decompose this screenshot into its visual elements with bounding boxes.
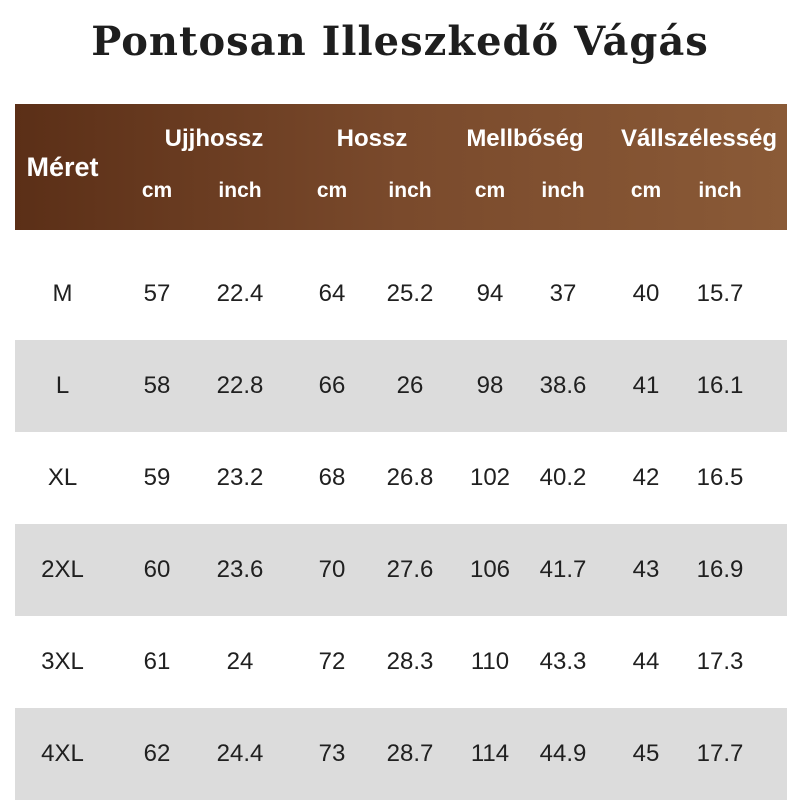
table-row [15, 248, 787, 340]
size-chart-table [15, 104, 787, 767]
table-cell: 26.8 [386, 464, 434, 491]
table-cell: 72 [318, 648, 346, 675]
table-cell: 102 [469, 464, 511, 491]
length-header: Hossz [336, 125, 408, 152]
table-cell: 106 [469, 556, 511, 583]
table-row [15, 616, 787, 708]
table-cell: 15.7 [696, 280, 744, 307]
table-row [15, 340, 787, 432]
table-cell: 25.2 [386, 280, 434, 307]
table-row [15, 524, 787, 616]
table-cell: 40.2 [539, 464, 587, 491]
table-cell: 43 [632, 556, 660, 583]
table-cell: 28.7 [386, 740, 434, 767]
table-cell: 17.7 [696, 740, 744, 767]
unit-header: inch [698, 179, 742, 202]
size-cell: XL [47, 464, 78, 491]
table-cell: 110 [470, 648, 510, 675]
table-cell: 59 [143, 464, 171, 491]
table-cell: 58 [143, 372, 171, 399]
page-title: Pontosan Illeszkedő Vágás [91, 18, 709, 65]
table-cell: 70 [318, 556, 346, 583]
table-cell: 98 [476, 372, 504, 399]
table-cell: 43.3 [539, 648, 587, 675]
unit-header: cm [630, 179, 662, 202]
table-cell: 60 [143, 556, 171, 583]
table-cell: 73 [318, 740, 346, 767]
size-cell: M [52, 280, 73, 307]
table-cell: 23.2 [216, 464, 264, 491]
shoulder-width-header: Vállszélesség [620, 125, 778, 152]
table-cell: 44.9 [539, 740, 587, 767]
table-cell: 66 [318, 372, 346, 399]
table-cell: 37 [549, 280, 577, 307]
size-column-header: Méret [26, 151, 99, 182]
table-cell: 44 [632, 648, 660, 675]
table-cell: 16.9 [696, 556, 744, 583]
table-cell: 40 [632, 280, 660, 307]
table-cell: 68 [318, 464, 346, 491]
table-cell: 64 [318, 280, 346, 307]
table-cell: 24.4 [216, 740, 264, 767]
table-row [15, 432, 787, 524]
table-row [15, 708, 787, 800]
table-cell: 22.4 [216, 280, 264, 307]
table-cell: 28.3 [386, 648, 434, 675]
unit-header: cm [141, 179, 173, 202]
sleeve-length-header: Ujjhossz [164, 125, 264, 152]
chest-width-header: Mellbőség [466, 125, 584, 152]
unit-header: inch [541, 179, 585, 202]
size-cell: 3XL [41, 648, 84, 675]
size-cell: L [55, 372, 70, 399]
table-cell: 114 [470, 740, 510, 767]
unit-header: inch [218, 179, 262, 202]
table-cell: 62 [143, 740, 171, 767]
table-cell: 16.1 [696, 372, 744, 399]
size-cell: 4XL [41, 740, 84, 767]
table-cell: 22.8 [216, 372, 264, 399]
table-cell: 38.6 [539, 372, 587, 399]
table-cell: 23.6 [216, 556, 264, 583]
table-cell: 42 [632, 464, 660, 491]
unit-header: inch [388, 179, 432, 202]
table-cell: 41.7 [539, 556, 587, 583]
table-cell: 57 [143, 280, 171, 307]
table-cell: 27.6 [386, 556, 434, 583]
table-cell: 16.5 [696, 464, 744, 491]
table-cell: 94 [476, 280, 504, 307]
unit-header: cm [316, 179, 348, 202]
table-cell: 26 [396, 372, 424, 399]
table-cell: 24 [226, 648, 254, 675]
table-cell: 45 [632, 740, 660, 767]
table-cell: 61 [143, 648, 171, 675]
table-cell: 17.3 [696, 648, 744, 675]
unit-header: cm [474, 179, 506, 202]
table-cell: 41 [632, 372, 660, 399]
size-cell: 2XL [41, 556, 84, 583]
table-header [15, 104, 787, 230]
